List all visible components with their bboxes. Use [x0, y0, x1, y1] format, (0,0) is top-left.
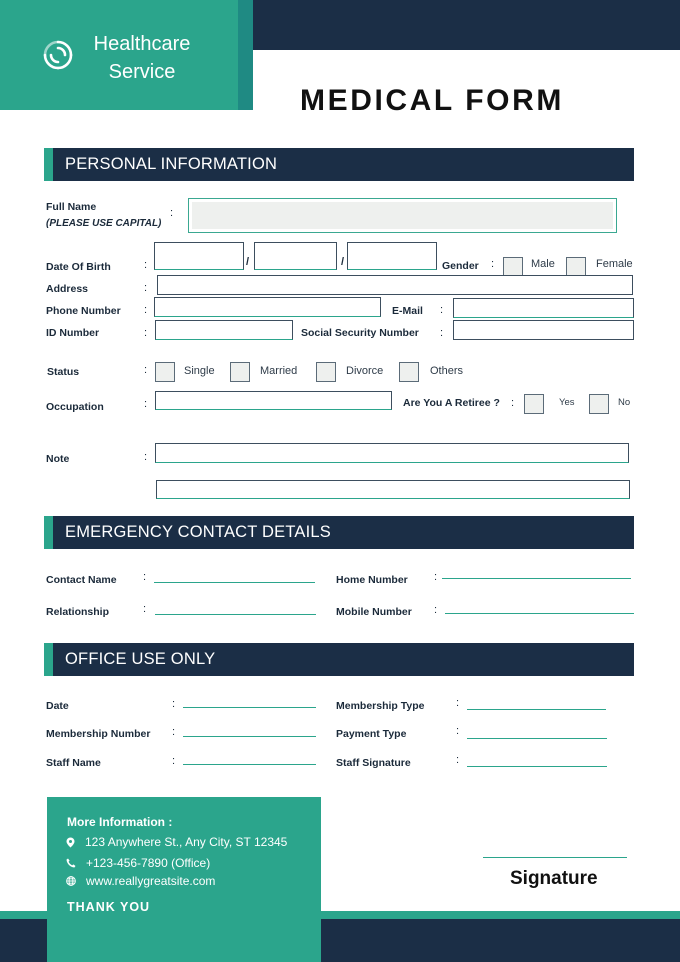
occupation-label: Occupation — [46, 401, 104, 413]
status-others-checkbox[interactable] — [399, 362, 419, 382]
contact-name-colon: : — [143, 571, 147, 583]
status-married-label: Married — [260, 365, 298, 377]
staff-signature-colon: : — [456, 754, 460, 766]
payment-type-field[interactable] — [467, 738, 607, 739]
staff-name-label: Staff Name — [46, 757, 101, 769]
more-info-heading: More Information : — [67, 815, 173, 829]
globe-icon — [66, 876, 76, 886]
dob-separator-1: / — [246, 256, 250, 268]
email-label: E-Mail — [392, 305, 423, 317]
brand-block — [0, 0, 238, 110]
id-number-input[interactable] — [155, 320, 293, 340]
dob-year-input[interactable] — [347, 242, 437, 270]
gender-male-label: Male — [531, 258, 555, 270]
dob-month-input[interactable] — [254, 242, 337, 270]
staff-signature-field[interactable] — [467, 766, 607, 767]
staff-signature-label: Staff Signature — [336, 757, 411, 769]
address-colon: : — [144, 282, 148, 294]
signature-label: Signature — [510, 868, 598, 889]
membership-number-label: Membership Number — [46, 728, 151, 740]
occupation-input[interactable] — [155, 391, 392, 410]
personal-info-header — [44, 148, 634, 181]
status-single-label: Single — [184, 365, 215, 377]
status-divorce-checkbox[interactable] — [316, 362, 336, 382]
relationship-label: Relationship — [46, 606, 110, 618]
status-married-checkbox[interactable] — [230, 362, 250, 382]
note-input-line-1[interactable] — [155, 443, 629, 463]
retiree-colon: : — [511, 397, 515, 409]
retiree-yes-label: Yes — [559, 397, 575, 408]
phone-colon: : — [144, 304, 148, 316]
contact-name-field[interactable] — [154, 582, 315, 583]
note-label: Note — [46, 453, 70, 465]
id-number-colon: : — [144, 327, 148, 339]
office-date-field[interactable] — [183, 707, 316, 708]
relationship-field[interactable] — [155, 614, 316, 615]
address-input[interactable] — [157, 275, 633, 295]
header-band — [253, 0, 680, 50]
office-date-colon: : — [172, 698, 176, 710]
dob-day-input[interactable] — [154, 242, 244, 270]
section-accent-tab — [44, 148, 53, 181]
occupation-colon: : — [144, 398, 148, 410]
swirl-logo-icon — [42, 39, 74, 71]
section-accent-tab — [44, 516, 53, 549]
status-single-checkbox[interactable] — [155, 362, 175, 382]
full-name-colon: : — [170, 207, 174, 219]
footer-website-row[interactable] — [66, 874, 215, 888]
gender-male-checkbox[interactable] — [503, 257, 523, 277]
phone-label: Phone Number — [46, 305, 121, 317]
home-number-colon: : — [434, 571, 438, 583]
office-date-label: Date — [46, 700, 69, 712]
location-pin-icon — [66, 837, 75, 848]
relationship-colon: : — [143, 603, 147, 615]
contact-name-label: Contact Name — [46, 574, 117, 586]
mobile-number-label: Mobile Number — [336, 606, 412, 618]
dob-label: Date Of Birth — [46, 261, 111, 273]
footer-address-row — [66, 835, 287, 849]
retiree-label: Are You A Retiree ? — [403, 397, 500, 409]
gender-female-checkbox[interactable] — [566, 257, 586, 277]
ssn-label: Social Security Number — [301, 327, 419, 339]
staff-name-colon: : — [172, 755, 176, 767]
status-divorce-label: Divorce — [346, 365, 384, 377]
personal-info-heading: PERSONAL INFORMATION — [65, 155, 278, 173]
mobile-number-field[interactable] — [445, 613, 634, 614]
footer-website[interactable]: www.reallygreatsite.com — [86, 874, 216, 888]
full-name-input[interactable] — [188, 198, 617, 233]
status-label: Status — [47, 366, 80, 378]
section-accent-tab — [44, 643, 53, 676]
brand-line-1: Healthcare — [93, 33, 191, 55]
membership-type-colon: : — [456, 697, 460, 709]
signature-line[interactable] — [483, 857, 627, 858]
gender-colon: : — [491, 258, 495, 270]
status-colon: : — [144, 364, 148, 376]
membership-type-label: Membership Type — [336, 700, 425, 712]
membership-type-field[interactable] — [467, 709, 606, 710]
dob-separator-2: / — [341, 256, 345, 268]
email-colon: : — [440, 304, 444, 316]
thank-you-text: THANK YOU — [67, 900, 151, 914]
payment-type-label: Payment Type — [336, 728, 407, 740]
emergency-heading: EMERGENCY CONTACT DETAILS — [65, 523, 331, 541]
membership-number-colon: : — [172, 726, 176, 738]
id-number-label: ID Number — [46, 327, 100, 339]
note-colon: : — [144, 451, 148, 463]
page-title: MEDICAL FORM — [300, 84, 564, 117]
ssn-colon: : — [440, 327, 444, 339]
home-number-field[interactable] — [442, 578, 631, 579]
retiree-no-label: No — [618, 397, 631, 408]
brand-accent-strip — [238, 0, 253, 110]
full-name-input-fill — [192, 202, 613, 229]
staff-name-field[interactable] — [183, 764, 316, 765]
dob-colon: : — [144, 259, 148, 271]
status-others-label: Others — [430, 365, 464, 377]
address-label: Address — [46, 283, 89, 295]
ssn-input[interactable] — [453, 320, 634, 340]
office-heading: OFFICE USE ONLY — [65, 650, 216, 668]
phone-icon — [66, 858, 76, 868]
full-name-hint: (PLEASE USE CAPITAL) — [46, 218, 162, 229]
retiree-no-checkbox[interactable] — [589, 394, 609, 414]
footer-phone-row — [66, 856, 210, 870]
gender-female-label: Female — [596, 258, 633, 270]
brand-name — [85, 30, 199, 86]
emergency-header — [44, 516, 634, 549]
footer-address: 123 Anywhere St., Any City, ST 12345 — [85, 835, 288, 849]
full-name-label: Full Name — [46, 201, 97, 213]
office-header — [44, 643, 634, 676]
home-number-label: Home Number — [336, 574, 408, 586]
brand-line-2: Service — [108, 61, 176, 83]
gender-label: Gender — [442, 260, 479, 272]
email-input[interactable] — [453, 298, 634, 318]
note-input-line-2[interactable] — [156, 480, 630, 499]
retiree-yes-checkbox[interactable] — [524, 394, 544, 414]
mobile-number-colon: : — [434, 604, 438, 616]
phone-input[interactable] — [154, 297, 381, 317]
payment-type-colon: : — [456, 725, 460, 737]
footer-phone: +123-456-7890 (Office) — [86, 856, 211, 870]
membership-number-field[interactable] — [183, 736, 316, 737]
